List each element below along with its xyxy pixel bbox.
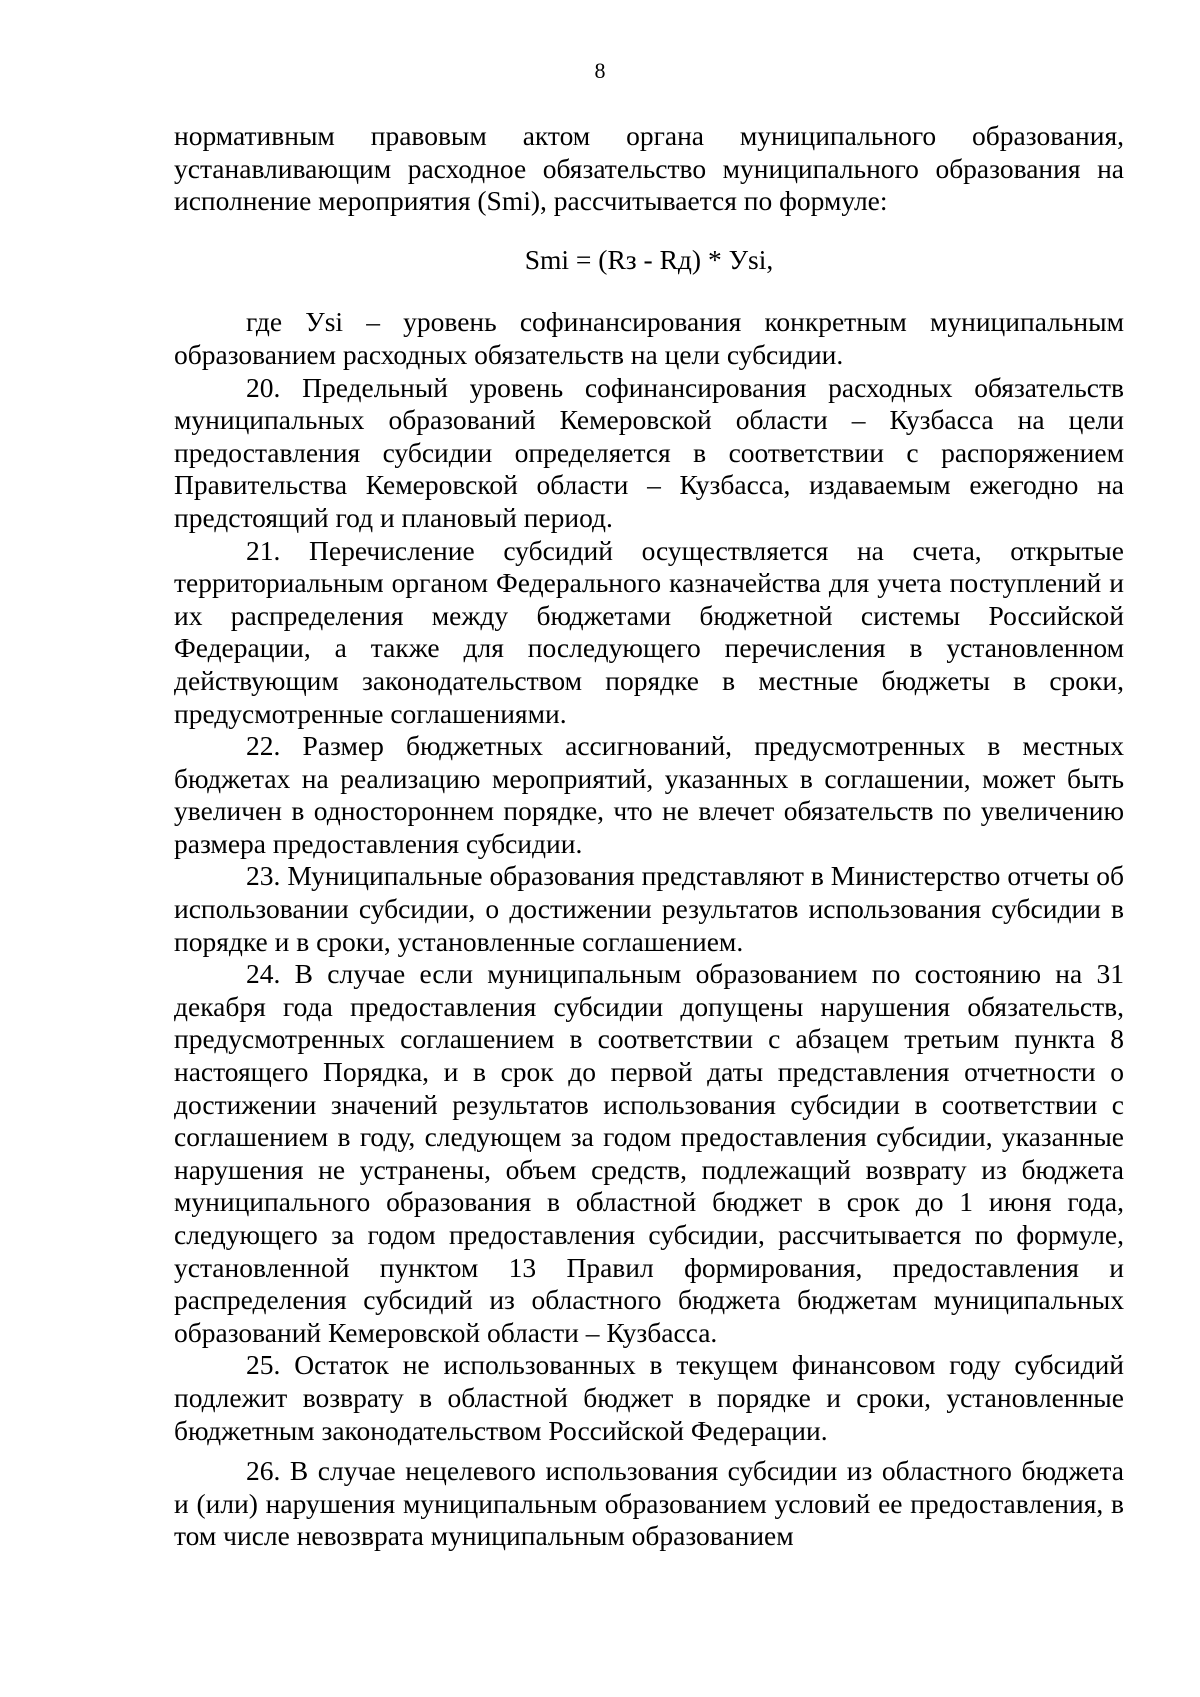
paragraph-20: 20. Предельный уровень софинансирования расходных обязательств муниципальных образований Кемеровской области – Кузбасса на цели предоставления субсидии определяется в соответствии с распоряжением Правительства Кемеровской области – Кузбасса, издаваемым ежегодно на предстоящий год и плановый период. (174, 371, 1124, 533)
paragraph-26: 26. В случае нецелевого использования субсидии из областного бюджета и (или) нарушения муниципальным образованием условий ее предоставления, в том числе невозврата муниципальным образованием (174, 1455, 1124, 1552)
page-number: 8 (594, 58, 606, 83)
document-body (174, 120, 1124, 1553)
formula: Smi = (Rз - Rд) * Уsi, (524, 243, 774, 275)
paragraph-25: 25. Остаток не использованных в текущем финансовом году субсидий подлежит возврату в областной бюджет в порядке и сроки, установленные бюджетным законодательством Российской Федерации. (174, 1349, 1124, 1446)
paragraph-21: 21. Перечисление субсидий осуществляется на счета, открытые территориальным органом Федерального казначейства для учета поступлений и их распределения между бюджетами бюджетной системы Российской Федерации, а также для последующего перечисления в установленном действующим законодательством порядке в местные бюджеты в сроки, предусмотренные соглашениями. (174, 534, 1124, 729)
paragraph-23: 23. Муниципальные образования представляют в Министерство отчеты об использовании субсидии, о достижении результатов использования субсидии в порядке и в сроки, установленные соглашением. (174, 860, 1124, 957)
intro-paragraph: нормативным правовым актом органа муниципального образования, устанавливающим расходное обязательство муниципального образования на исполнение мероприятия (Smi), рассчитывается по формуле: (174, 120, 1124, 217)
paragraph-24: 24. В случае если муниципальным образованием по состоянию на 31 декабря года предоставления субсидии допущены нарушения обязательств, предусмотренных соглашением в соответствии с абзацем третьим пункта 8 настоящего Порядка, и в срок до первой даты представления отчетности о достижении значений результатов использования субсидии в соответствии с соглашением в году, следующем за годом предоставления субсидии, указанные нарушения не устранены, объем средств, подлежащий возврату из бюджета муниципального образования в областной бюджет в срок до 1 июня года, следующего за годом предоставления субсидии, рассчитывается по формуле, установленной пунктом 13 Правил формирования, предоставления и распределения субсидий из областного бюджета бюджетам муниципальных образований Кемеровской области – Кузбасса. (174, 958, 1124, 1348)
paragraph-22: 22. Размер бюджетных ассигнований, предусмотренных в местных бюджетах на реализацию мероприятий, указанных в соглашении, может быть увеличен в одностороннем порядке, что не влечет обязательств по увеличению размера предоставления субсидии. (174, 730, 1124, 859)
where-paragraph: где Уsi – уровень софинансирования конкретным муниципальным образованием расходных обязательств на цели субсидии. (174, 306, 1124, 370)
